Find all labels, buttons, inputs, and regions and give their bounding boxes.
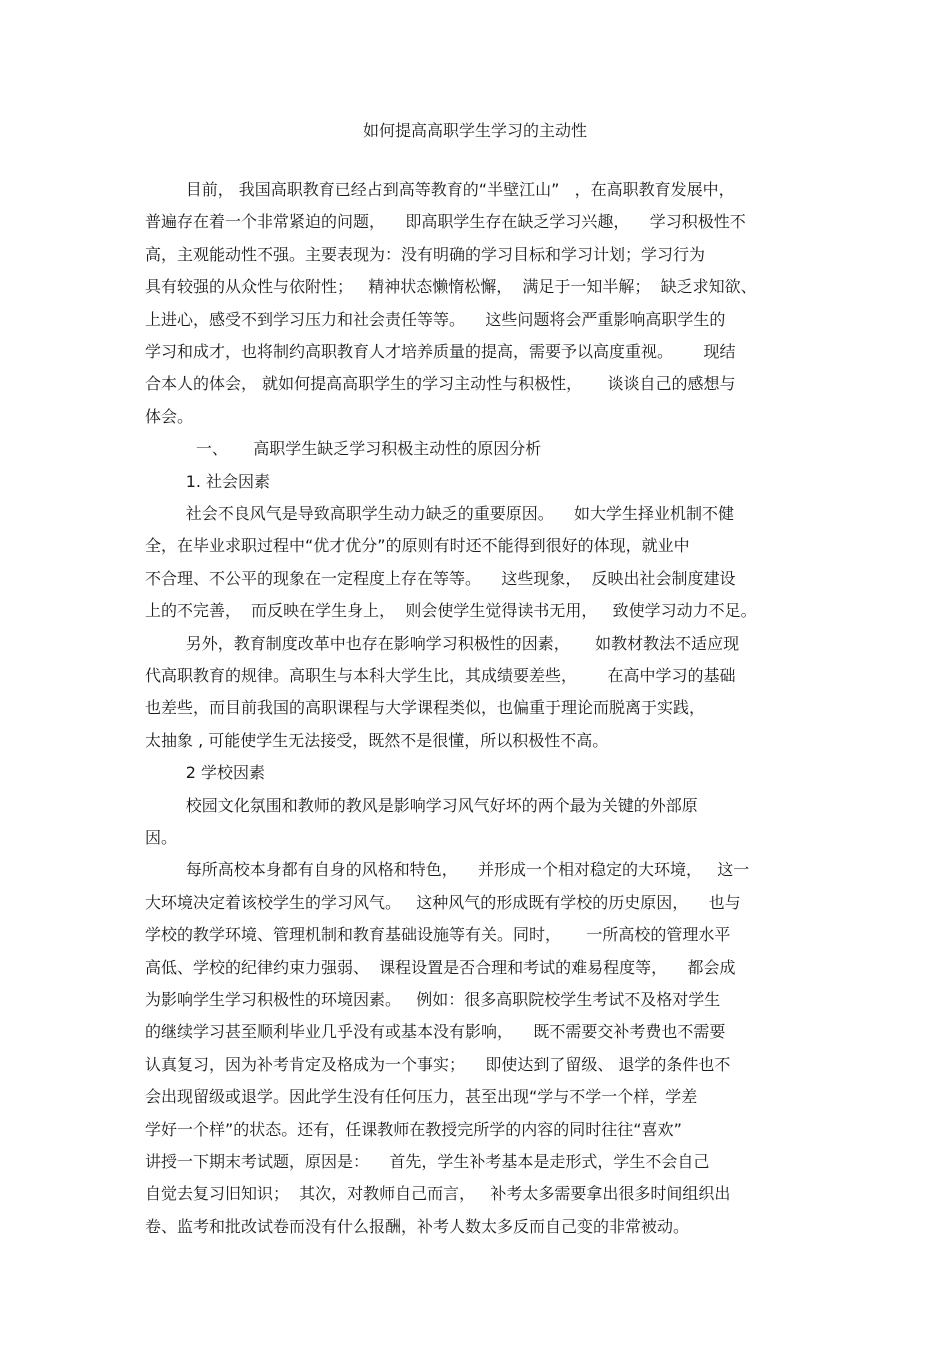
text-line: 因。: [145, 828, 178, 847]
text-line: 高低、学校的纪律约束力强弱、 课程设置是否合理和考试的难易程度等， 都会成: [145, 957, 736, 977]
text-line: 体会。: [145, 406, 194, 426]
text-line: 普遍存在着一个非常紧迫的问题， 即高职学生存在缺乏学习兴趣， 学习积极性不: [145, 212, 746, 232]
text-line: 不合理、不公平的现象在一定程度上存在等等。 这些现象， 反映出社会制度建设: [145, 568, 736, 588]
text-line: 合本人的体会， 就如何提高高职学生的学习主动性与积极性， 谈谈自己的感想与: [145, 374, 736, 394]
text-line: 社会不良风气是导致高职学生动力缺乏的重要原因。 如大学生择业机制不健: [145, 504, 735, 523]
text-line: 1. 社会因素: [145, 471, 271, 491]
text-line: 高，主观能动性不强。主要表现为：没有明确的学习目标和学习计划；学习行为: [145, 244, 706, 264]
text-line: 也差些，而目前我国的高职课程与大学课程类似，也偏重于理论而脱离于实践，: [145, 698, 706, 718]
text-line: 全，在毕业求职过程中“优才优分”的原则有时还不能得到很好的体现，就业中: [145, 536, 690, 556]
text-line: 校园文化氛围和教师的教风是影响学习风气好坏的两个最为关键的外部原: [145, 795, 698, 815]
text-line: 学习和成才，也将制约高职教育人才培养质量的提高，需要予以高度重视。 现结: [145, 342, 736, 361]
text-line: 另外，教育制度改革中也存在影响学习积极性的因素， 如教材教法不适应现: [145, 633, 740, 653]
document-title: 如何提高高职学生学习的主动性: [362, 121, 587, 140]
text-line: 具有较强的从众性与依附性； 精神状态懒惰松懈， 满足于一知半解； 缺乏求知欲、: [145, 277, 757, 297]
text-line: 大环境决定着该校学生的学习风气。 这种风气的形成既有学校的历史原因， 也与: [145, 892, 741, 912]
text-line: 学校的教学环境、管理机制和教育基础设施等有关。同时， 一所高校的管理水平: [145, 925, 731, 945]
text-line: 的继续学习甚至顺利毕业几乎没有或基本没有影响， 既不需要交补考费也不需要: [145, 1022, 726, 1042]
text-line: 上进心，感受不到学习压力和社会责任等等。 这些问题将会严重影响高职学生的: [145, 309, 726, 329]
text-line: 每所高校本身都有自身的风格和特色， 并形成一个相对稳定的大环境， 这一: [145, 860, 750, 880]
text-line: 为影响学生学习积极性的环境因素。 例如：很多高职院校学生考试不及格对学生: [145, 990, 721, 1009]
text-line: 太抽象 , 可能使学生无法接受，既然不是很懂，所以积极性不高。: [145, 730, 609, 750]
text-line: 目前， 我国高职教育已经占到高等教育的“半壁江山” ，在高职教育发展中，: [145, 180, 735, 199]
text-line: 卷、监考和批改试卷而没有什么报酬，补考人数太多反而自己变的非常被动。: [145, 1216, 690, 1236]
text-line: 学好一个样”的状态。还有，任课教师在教授完所学的内容的同时往往“喜欢”: [145, 1119, 682, 1139]
text-line: 2 学校因素: [145, 763, 265, 783]
text-line: 讲授一下期末考试题，原因是： 首先，学生补考基本是走形式，学生不会自己: [145, 1152, 710, 1171]
text-line: 认真复习，因为补考肯定及格成为一个事实； 即使达到了留级、 退学的条件也不: [145, 1054, 731, 1074]
text-line: 一、 高职学生缺乏学习积极主动性的原因分析: [145, 439, 542, 459]
text-line: 会出现留级或退学。因此学生没有任何压力，甚至出现“学与不学一个样，学差: [145, 1087, 698, 1107]
text-line: 上的不完善， 而反映在学生身上， 则会使学生觉得读书无用， 致使学习动力不足。: [145, 601, 757, 621]
text-line: 代高职教育的规律。高职生与本科大学生比，其成绩要差些， 在高中学习的基础: [145, 666, 736, 685]
text-line: 自觉去复习旧知识； 其次，对教师自己而言， 补考太多需要拿出很多时间组织出: [145, 1184, 731, 1204]
